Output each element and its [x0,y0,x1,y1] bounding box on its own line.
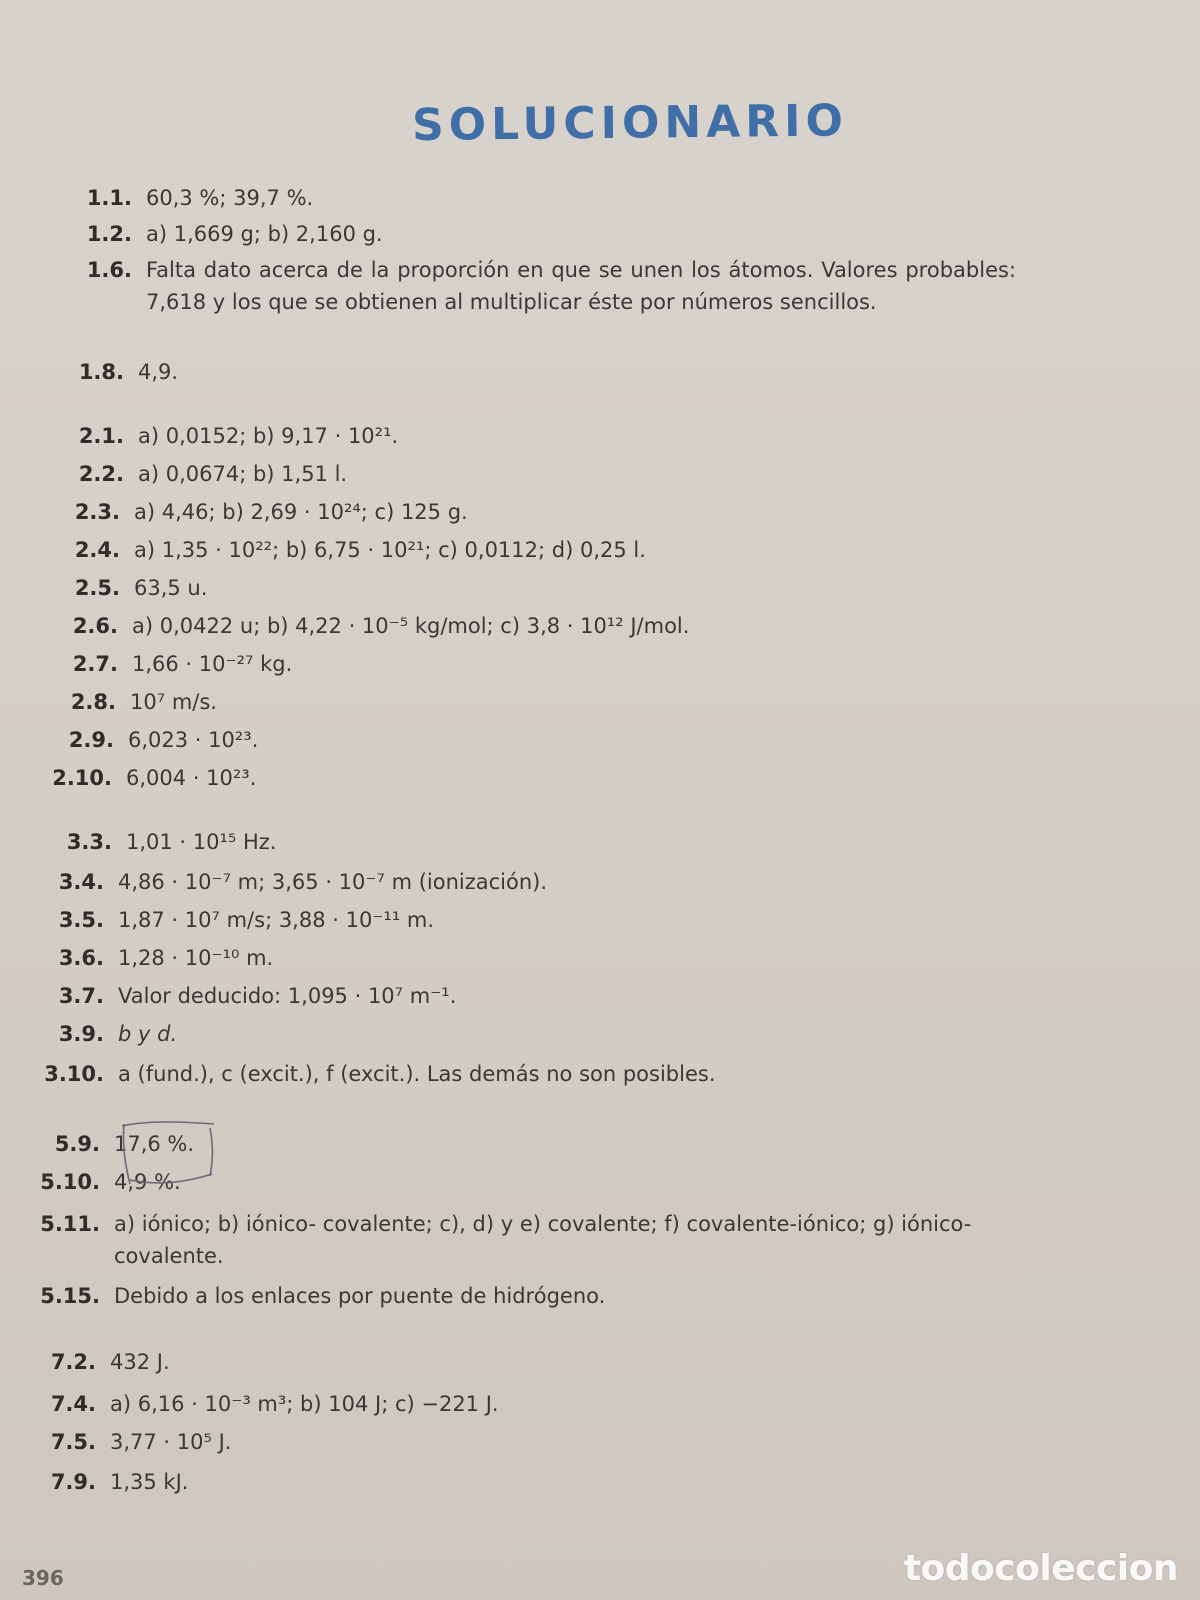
answer-text: Debido a los enlaces por puente de hidrógeno. [114,1284,606,1308]
answer-number: 2.5. [74,576,120,600]
answer-text: a) 0,0422 u; b) 4,22 · 10⁻⁵ kg/mol; c) 3,8 · 10¹² J/mol. [132,614,690,638]
answer-number: 2.1. [78,424,124,448]
answer-number: 1.1. [86,186,132,210]
answer-number: 5.15. [40,1284,100,1308]
answer-text: 60,3 %; 39,7 %. [146,186,314,210]
answer-number: 5.11. [40,1212,100,1236]
answer-text: a) 1,35 · 10²²; b) 6,75 · 10²¹; c) 0,0112; d) 0,25 l. [134,538,646,562]
answer-number: 2.10. [52,766,112,790]
answer-number: 2.7. [72,652,118,676]
answer-entry [72,458,347,490]
answer-number: 3.9. [58,1022,104,1046]
answer-text: b y d. [118,1022,178,1046]
answer-entry [52,1018,177,1050]
answer-number: 1.6. [86,258,132,282]
answer-entry [68,572,207,604]
watermark-logo: todocoleccion [903,1548,1178,1589]
answer-entry [56,826,277,858]
answer-number: 2.6. [72,614,118,638]
answer-entry [48,762,256,794]
answer-entry [44,1466,188,1498]
answer-entry [40,1058,716,1090]
answer-entry [36,1166,181,1198]
answer-text: a) 0,0674; b) 1,51 l. [138,462,348,486]
answer-text: 6,023 · 10²³. [128,728,259,752]
answer-number: 7.5. [50,1430,96,1454]
answer-text: Falta dato acerca de la proporción en que se unen los átomos. Valores probables: 7,618 y los que se obtienen al multiplicar éste por números sencillos. [146,258,1016,314]
answer-entry [44,1426,231,1458]
answer-number: 2.3. [74,500,120,524]
answer-entry [52,942,273,974]
answer-text: 1,28 · 10⁻¹⁰ m. [118,946,274,970]
answer-entry [66,648,292,680]
answer-entry [52,980,456,1012]
answer-text: 1,01 · 10¹⁵ Hz. [126,830,277,854]
answer-entry [52,866,547,898]
answer-number: 3.6. [58,946,104,970]
answer-number: 2.8. [70,690,116,714]
answer-text: 3,77 · 10⁵ J. [110,1430,232,1454]
answer-number: 7.2. [50,1350,96,1374]
answer-number: 3.3. [66,830,112,854]
answer-entry [72,420,398,452]
answer-text: Valor deducido: 1,095 · 10⁷ m⁻¹. [118,984,457,1008]
answer-text: 1,87 · 10⁷ m/s; 3,88 · 10⁻¹¹ m. [118,908,435,932]
answer-number: 3.10. [44,1062,104,1086]
answer-number: 1.8. [78,360,124,384]
answer-entry [68,496,468,528]
answer-number: 3.4. [58,870,104,894]
answer-text: 4,9. [138,360,179,384]
answer-text: 63,5 u. [134,576,208,600]
answer-text: 1,35 kJ. [110,1470,189,1494]
answer-text: 4,86 · 10⁻⁷ m; 3,65 · 10⁻⁷ m (ionización). [118,870,548,894]
answer-text: 17,6 %. [114,1132,195,1156]
answer-entry [76,356,178,388]
answer-text: a (fund.), c (excit.), f (excit.). Las demás no son posibles. [118,1062,716,1086]
answer-entry [62,724,258,756]
answer-number: 2.4. [74,538,120,562]
answer-entry [66,610,689,642]
answer-text: 10⁷ m/s. [130,690,217,714]
answer-text: a) 0,0152; b) 9,17 · 10²¹. [138,424,399,448]
answer-entry [80,254,1016,318]
answer-number: 3.7. [58,984,104,1008]
answer-number: 1.2. [86,222,132,246]
answer-number: 5.9. [54,1132,100,1156]
answer-text: a) 4,46; b) 2,69 · 10²⁴; c) 125 g. [134,500,468,524]
answer-text: 432 J. [110,1350,170,1374]
answer-entry [44,1346,170,1378]
answer-number: 7.4. [50,1392,96,1416]
answer-entry [64,686,217,718]
answer-number: 5.10. [40,1170,100,1194]
answer-entry [68,534,646,566]
answer-text: 6,004 · 10²³. [126,766,257,790]
answer-entry [48,1128,194,1160]
answer-number: 3.5. [58,908,104,932]
answer-number: 7.9. [50,1470,96,1494]
page-title: SOLUCIONARIO [411,95,849,151]
answer-entry [80,182,313,214]
answer-entry [36,1208,1074,1272]
answer-text: 4,9 %. [114,1170,181,1194]
answer-entry [80,218,383,250]
answer-number: 2.9. [68,728,114,752]
answer-text: a) 1,669 g; b) 2,160 g. [146,222,383,246]
answer-text: 1,66 · 10⁻²⁷ kg. [132,652,293,676]
answer-text: a) 6,16 · 10⁻³ m³; b) 104 J; c) −221 J. [110,1392,499,1416]
answer-text: a) iónico; b) iónico- covalente; c), d) y e) covalente; f) covalente-iónico; g) iónico-covalente. [114,1212,972,1268]
answer-entry [36,1280,605,1312]
answer-entry [44,1388,499,1420]
answer-number: 2.2. [78,462,124,486]
page-number: 396 [22,1566,64,1590]
answer-entry [52,904,434,936]
